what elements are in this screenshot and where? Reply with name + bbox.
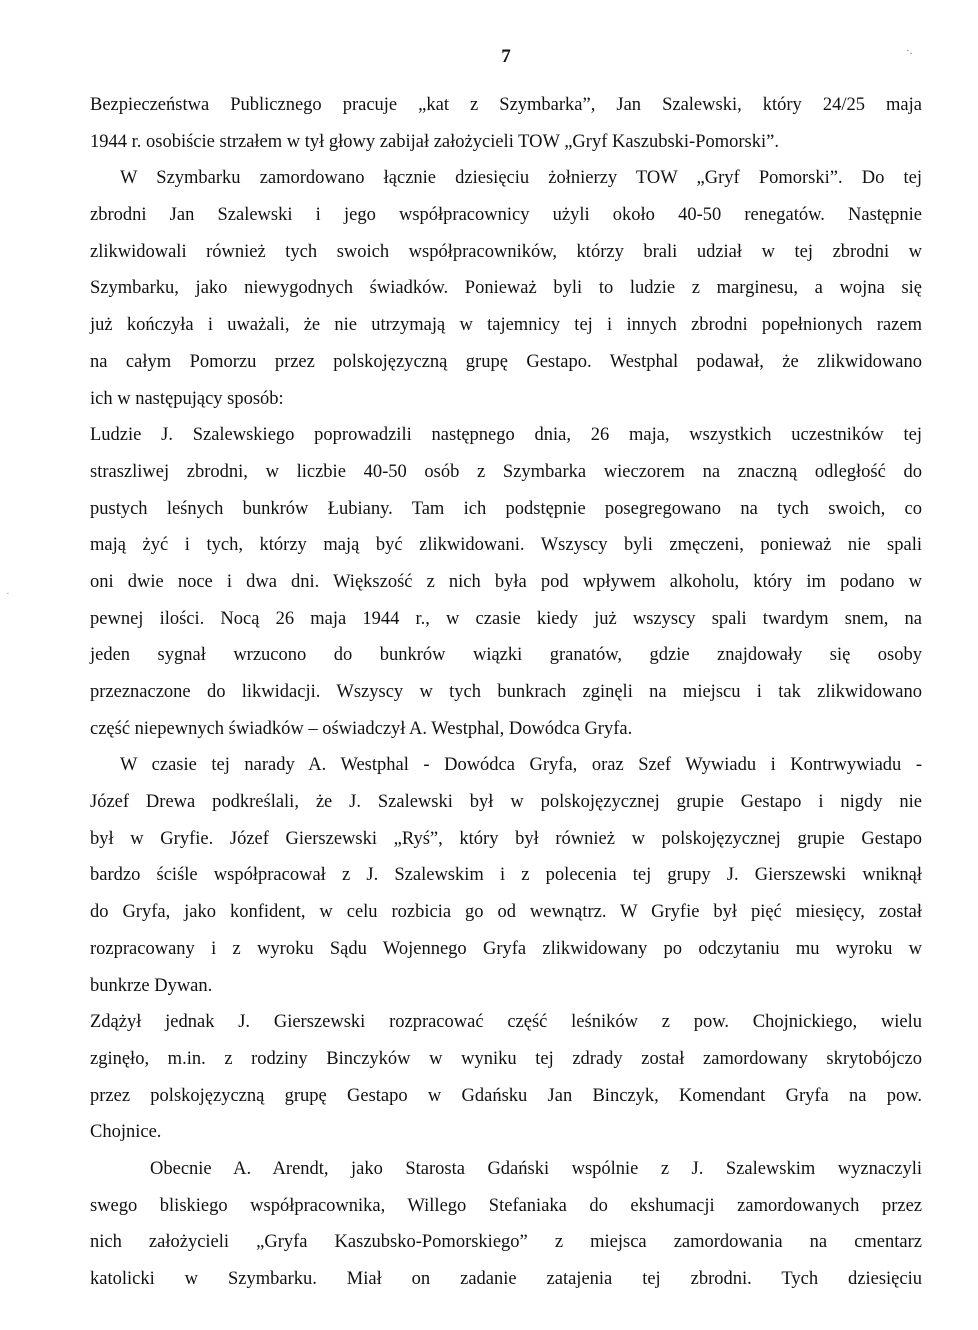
scan-speck-mark: ·.	[906, 45, 913, 57]
text-line: rozpracowany i z wyroku Sądu Wojennego Gryfa zlikwidowany po odczytaniu mu wyroku w	[90, 938, 922, 959]
text-line: Chojnice.	[90, 1122, 162, 1143]
text-line: Ludzie J. Szalewskiego poprowadzili następnego dnia, 26 maja, wszystkich uczestników tej	[90, 425, 922, 446]
text-line: W Szymbarku zamordowano łącznie dziesięciu żołnierzy TOW „Gryf Pomorski”. Do tej	[120, 168, 922, 189]
text-line: jeden sygnał wrzucono do bunkrów wiązki granatów, gdzie znajdowały się osoby	[90, 645, 922, 666]
text-line: przeznaczone do likwidacji. Wszyscy w tych bunkrach zginęli na miejscu i tak zlikwidowano	[90, 682, 922, 702]
text-line: ich w następujący sposób:	[90, 388, 284, 409]
text-line: Józef Drewa podkreślali, że J. Szalewski był w polskojęzycznej grupie Gestapo i nigdy nie	[90, 792, 922, 813]
text-line: Bezpieczeństwa Publicznego pracuje „kat z Szymbarka”, Jan Szalewski, który 24/25 maja	[90, 95, 922, 115]
text-line: pewnej ilości. Nocą 26 maja 1944 r., w czasie kiedy już wszyscy spali twardym snem, na	[90, 608, 922, 629]
page-number: 7	[501, 46, 511, 67]
text-line: do Gryfa, jako konfident, w celu rozbicia go od wewnątrz. W Gryfie był pięć miesięcy, został	[90, 902, 922, 923]
text-line: bardzo ściśle współpracował z J. Szalewskim i z polecenia tej grupy J. Gierszewski wniknął	[90, 865, 922, 886]
text-line: oni dwie noce i dwa dni. Większość z nich była pod wpływem alkoholu, który im podano w	[90, 571, 922, 592]
text-line: część niepewnych świadków – oświadczył A. Westphal, Dowódca Gryfa.	[90, 718, 633, 739]
text-line: bunkrze Dywan.	[90, 975, 213, 996]
text-line: zginęło, m.in. z rodziny Binczyków w wyniku tej zdrady został zamordowany skrytobójczo	[90, 1048, 922, 1069]
text-line: swego bliskiego współpracownika, Willego Stefaniaka do ekshumacji zamordowanych przez	[90, 1195, 922, 1216]
text-line: Obecnie A. Arendt, jako Starosta Gdański wspólnie z J. Szalewskim wyznaczyli	[150, 1158, 922, 1179]
text-line: przez polskojęzyczną grupę Gestapo w Gdańsku Jan Binczyk, Komendant Gryfa na pow.	[90, 1085, 922, 1106]
scan-speck-mark: ·	[6, 588, 10, 600]
text-line: już kończyła i uważali, że nie utrzymają w tajemnicy tej i innych zbrodni popełnionych razem	[90, 315, 922, 336]
text-line: mają żyć i tych, którzy mają być zlikwidowani. Wszyscy byli zmęczeni, ponieważ nie spali	[90, 535, 922, 556]
text-line: zlikwidowali również tych swoich współpracowników, którzy brali udział w tej zbrodni w	[90, 241, 922, 262]
text-line: Szymbarku, jako niewygodnych świadków. Ponieważ byli to ludzie z marginesu, a wojna się	[90, 278, 922, 299]
text-line: W czasie tej narady A. Westphal - Dowódca Gryfa, oraz Szef Wywiadu i Kontrwywiadu -	[120, 755, 922, 776]
text-line: pustych leśnych bunkrów Łubiany. Tam ich podstępnie posegregowano na tych swoich, co	[90, 498, 922, 519]
text-line: Zdążył jednak J. Gierszewski rozpracować część leśników z pow. Chojnickiego, wielu	[90, 1012, 922, 1033]
text-line: nich założycieli „Gryfa Kaszubsko-Pomorskiego” z miejsca zamordowania na cmentarz	[90, 1232, 922, 1253]
text-line: 1944 r. osobiście strzałem w tył głowy zabijał założycieli TOW „Gryf Kaszubski-Pomorski”.	[90, 131, 779, 152]
text-line: straszliwej zbrodni, w liczbie 40-50 osób z Szymbarka wieczorem na znaczną odległość do	[90, 461, 922, 482]
document-body	[90, 87, 922, 1298]
text-line: katolicki w Szymbarku. Miał on zadanie zatajenia tej zbrodni. Tych dziesięciu	[90, 1269, 922, 1289]
text-line: zbrodni Jan Szalewski i jego współpracownicy użyli około 40-50 renegatów. Następnie	[90, 205, 922, 226]
text-line: na całym Pomorzu przez polskojęzyczną grupę Gestapo. Westphal podawał, że zlikwidowano	[90, 351, 922, 372]
text-line: był w Gryfie. Józef Gierszewski „Ryś”, który był również w polskojęzycznej grupie Gestapo	[90, 828, 922, 849]
